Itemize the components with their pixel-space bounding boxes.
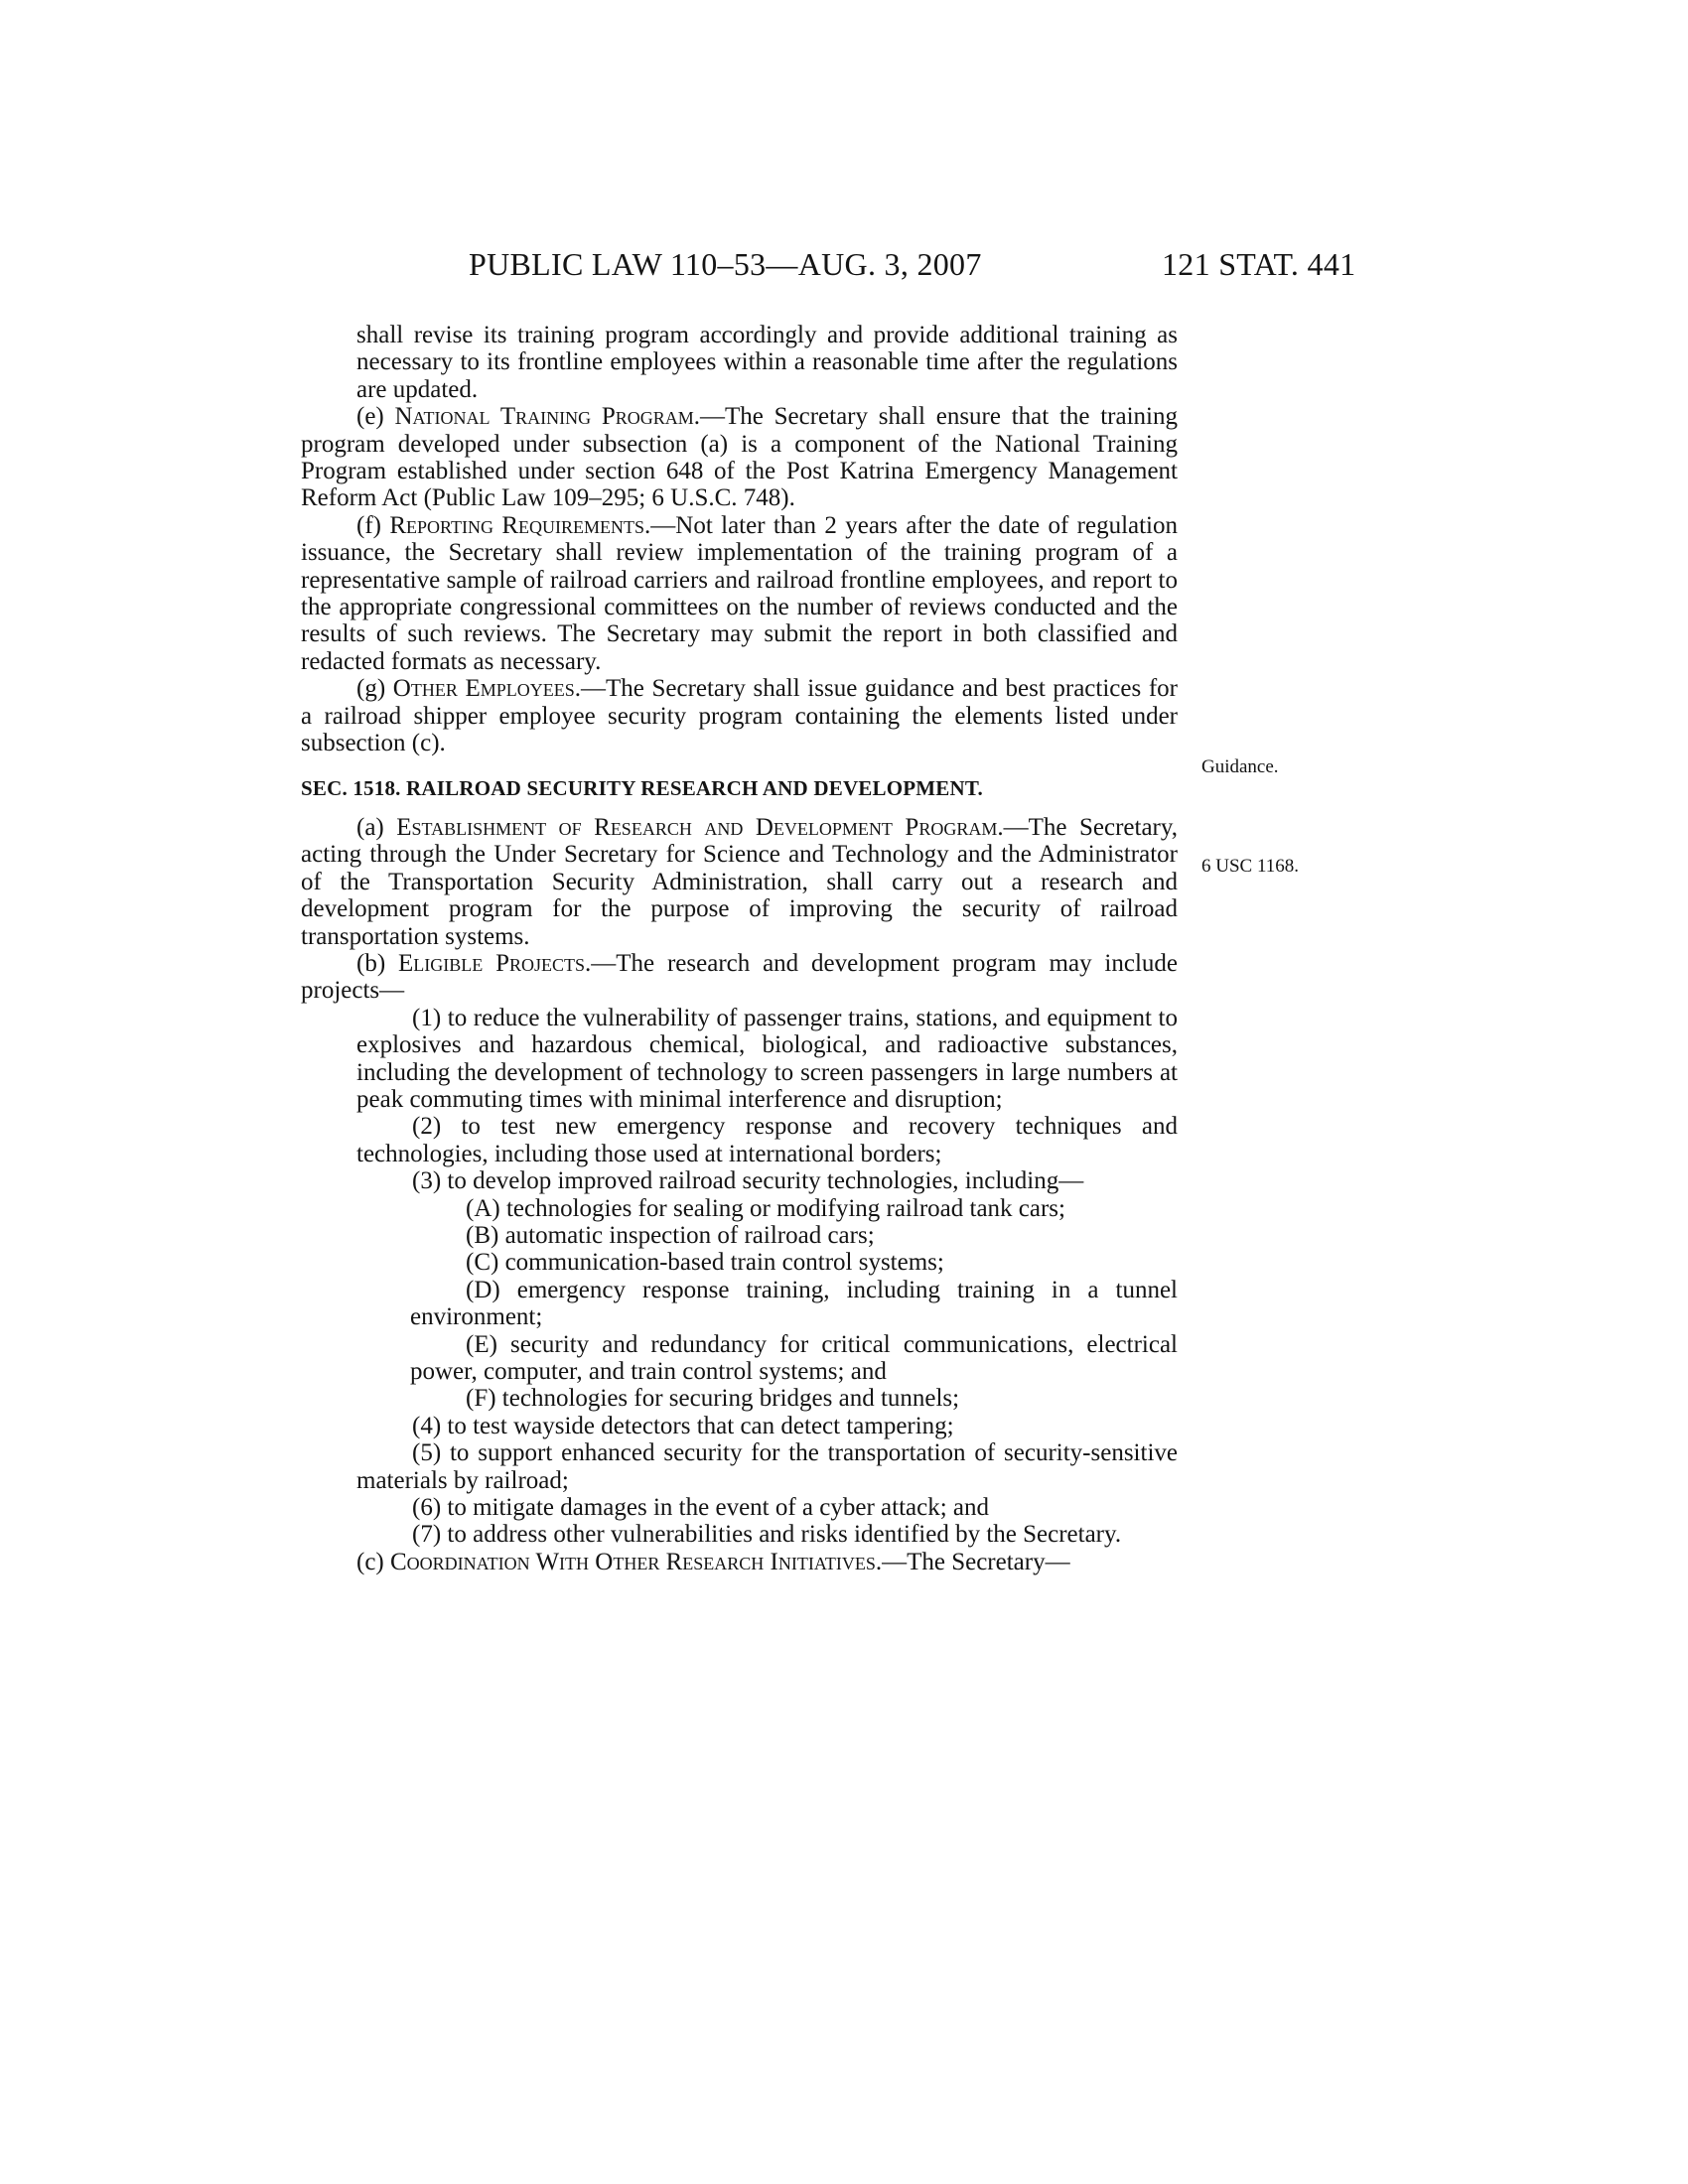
sub-list-item: (A) technologies for sealing or modifying railroad tank cars;	[466, 1194, 1065, 1222]
subsection-heading: National Training Program.	[394, 403, 701, 431]
running-head: PUBLIC LAW 110–53—AUG. 3, 2007	[469, 246, 982, 282]
subsection-label: (b)	[356, 949, 386, 977]
subsection-text: —The Secretary shall ensure that the training program developed under subsection (a) is a component of the National Training Program established under section 648 of the Post Katrina Emergency Management Reform Act (Public Law 109–295; 6 U.S.C. 748).	[301, 403, 1178, 512]
subsection-heading: Other Employees.	[392, 675, 581, 703]
page-body	[301, 322, 1178, 1575]
list-item: (4) to test wayside detectors that can detect tampering;	[412, 1412, 954, 1439]
subsection-f	[301, 512, 1178, 675]
subsection-heading: Establishment of Research and Development Program.	[396, 813, 1004, 841]
margin-note-usc-citation: 6 USC 1168.	[1201, 856, 1300, 877]
subsection-text: —The research and development program may include projects—	[301, 949, 1178, 1005]
sub-list-item: (B) automatic inspection of railroad cars;	[466, 1222, 875, 1249]
subsection-text: —The Secretary—	[882, 1548, 1070, 1575]
sub-list-item: (F) technologies for securing bridges and tunnels;	[466, 1385, 960, 1413]
margin-note-guidance: Guidance.	[1201, 756, 1279, 777]
sub-list-item: (E) security and redundancy for critical communications, electrical power, computer, and train control systems; and	[410, 1330, 1178, 1386]
sub-list-item: (D) emergency response training, including training in a tunnel environment;	[410, 1276, 1178, 1331]
section-heading: SEC. 1518. RAILROAD SECURITY RESEARCH AND DEVELOPMENT.	[301, 775, 983, 800]
section-subsection-c	[301, 1549, 1178, 1575]
section-subsection-b	[301, 950, 1178, 1005]
subsection-label: (c)	[356, 1548, 384, 1575]
subsection-text: —The Secretary, acting through the Under Secretary for Science and Technology and the Administrator of the Transportation Security Administration, shall carry out a research and development program for the purpose of improving the security of railroad transportation systems.	[301, 813, 1178, 950]
subsection-text: —The Secretary shall issue guidance and best practices for a railroad shipper employee security program containing the elements listed under subsection (c).	[301, 675, 1178, 757]
list-item: (3) to develop improved railroad security technologies, including—	[412, 1167, 1084, 1195]
sub-list-item: (C) communication-based train control systems;	[466, 1249, 944, 1277]
list-item: (2) to test new emergency response and recovery techniques and technologies, including those used at international borders;	[356, 1113, 1178, 1167]
subsection-g	[301, 675, 1178, 756]
subsection-text: —Not later than 2 years after the date of regulation issuance, the Secretary shall review implementation of the training program of a representative sample of railroad carriers and railroad frontline employees, and report to the appropriate congressional committees on the number of reviews conducted and the results of such reviews. The Secretary may submit the report in both classified and redacted formats as necessary.	[301, 511, 1179, 675]
list-item: (5) to support enhanced security for the transportation of security-sensitive materials by railroad;	[356, 1439, 1178, 1494]
subsection-heading: Eligible Projects.	[398, 949, 592, 977]
list-item: (6) to mitigate damages in the event of a cyber attack; and	[412, 1494, 990, 1522]
continuation-paragraph: shall revise its training program accordingly and provide additional training as necessary to its frontline employees within a reasonable time after the regulations are updated.	[356, 322, 1178, 403]
page-header	[0, 246, 1688, 286]
page-number: 121 STAT. 441	[1162, 246, 1356, 282]
subsection-heading: Coordination With Other Research Initiatives.	[390, 1548, 883, 1575]
subsection-label: (a)	[356, 813, 384, 841]
subsection-e	[301, 403, 1178, 512]
subsection-label: (e)	[356, 403, 384, 431]
subsection-heading: Reporting Requirements.	[389, 511, 651, 539]
section-subsection-a	[301, 814, 1178, 950]
subsection-label: (f)	[356, 511, 381, 539]
list-item: (7) to address other vulnerabilities and risks identified by the Secretary.	[412, 1521, 1122, 1549]
subsection-label: (g)	[356, 675, 386, 703]
list-item: (1) to reduce the vulnerability of passenger trains, stations, and equipment to explosives and hazardous chemical, biological, and radioactive substances, including the development of technology to screen passengers in large numbers at peak commuting times with minimal interference and disruption;	[356, 1004, 1178, 1113]
